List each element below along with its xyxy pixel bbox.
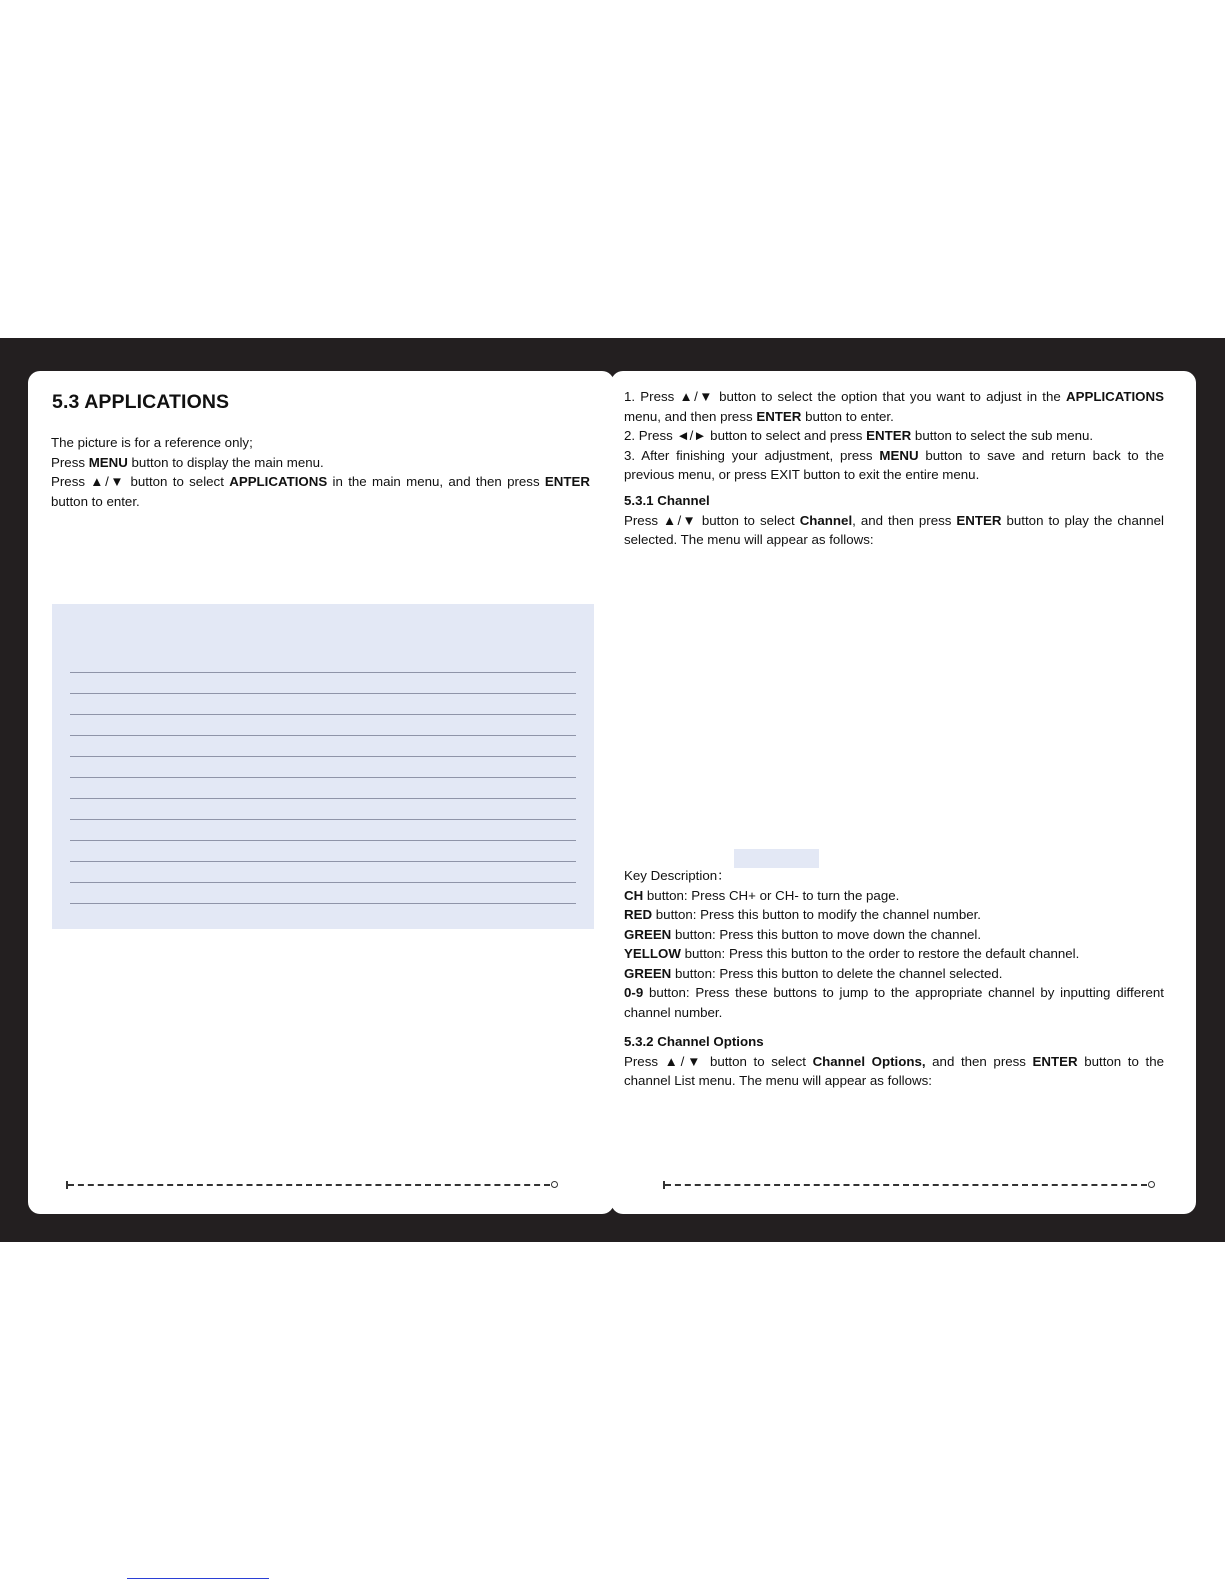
- key-description: [624, 866, 1164, 1022]
- key-description-title: Key Description：: [624, 868, 731, 883]
- intro-line-reference: The picture is for a reference only;: [51, 435, 253, 450]
- channel-options-section: [624, 1032, 1164, 1091]
- channel-options-text: Press ▲/▼ button to select Channel Options, and then press ENTER button to the channel List menu. The menu will appear as follows:: [624, 1053, 1164, 1088]
- step-3: 3. After finishing your adjustment, press MENU button to save and return back to the previous menu, or press EXIT button to exit the entire menu.: [624, 447, 1164, 482]
- channel-text: Press ▲/▼ button to select Channel, and then press ENTER button to play the channel selected. The menu will appear as follows:: [624, 512, 1164, 547]
- key-item: GREEN button: Press this button to delete the channel selected.: [624, 965, 1003, 981]
- step-1: 1. Press ▲/▼ button to select the option that you want to adjust in the APPLICATIONS menu, and then press ENTER button to enter.: [624, 389, 1164, 424]
- menu-row-divider: [70, 714, 576, 715]
- right-page: [611, 371, 1196, 1214]
- footer-rule-left: [68, 1184, 550, 1186]
- footer-rule-tick: [66, 1181, 68, 1189]
- menu-row-divider: [70, 735, 576, 736]
- footer-rule-right: [665, 1184, 1147, 1186]
- menu-row-divider: [70, 840, 576, 841]
- channel-options-heading: 5.3.2 Channel Options: [624, 1034, 764, 1049]
- intro-text: [51, 433, 590, 511]
- link-underline[interactable]: [127, 1578, 269, 1579]
- menu-row-divider: [70, 861, 576, 862]
- key-item: CH button: Press CH+ or CH- to turn the page.: [624, 887, 900, 903]
- footer-rule-dot: [1148, 1181, 1155, 1188]
- channel-section: [624, 491, 1164, 550]
- key-item: GREEN button: Press this button to move down the channel.: [624, 926, 982, 942]
- menu-row-divider: [70, 756, 576, 757]
- footer-rule-tick: [663, 1181, 665, 1189]
- applications-menu-image: [52, 604, 594, 929]
- key-item: RED button: Press this button to modify the channel number.: [624, 907, 982, 922]
- menu-row-divider: [70, 672, 576, 673]
- menu-row-divider: [70, 882, 576, 883]
- intro-line-menu: Press MENU button to display the main menu.: [51, 454, 324, 470]
- intro-line-select: Press ▲/▼ button to select APPLICATIONS in the main menu, and then press ENTER button to enter.: [51, 474, 590, 509]
- menu-row-divider: [70, 819, 576, 820]
- footer-rule-dot: [551, 1181, 558, 1188]
- key-item: YELLOW button: Press this button to the order to restore the default channel.: [624, 946, 1080, 961]
- channel-heading: 5.3.1 Channel: [624, 493, 710, 508]
- menu-row-divider: [70, 903, 576, 904]
- menu-row-divider: [70, 798, 576, 799]
- step-2: 2. Press ◄/► button to select and press ENTER button to select the sub menu.: [624, 428, 1094, 443]
- steps-text: [624, 387, 1164, 485]
- menu-row-divider: [70, 777, 576, 778]
- left-page: [28, 371, 614, 1214]
- menu-row-divider: [70, 693, 576, 694]
- page-title: 5.3 APPLICATIONS: [52, 391, 230, 413]
- key-item: 0-9 button: Press these buttons to jump to the appropriate channel by inputting different channel number.: [624, 985, 1164, 1020]
